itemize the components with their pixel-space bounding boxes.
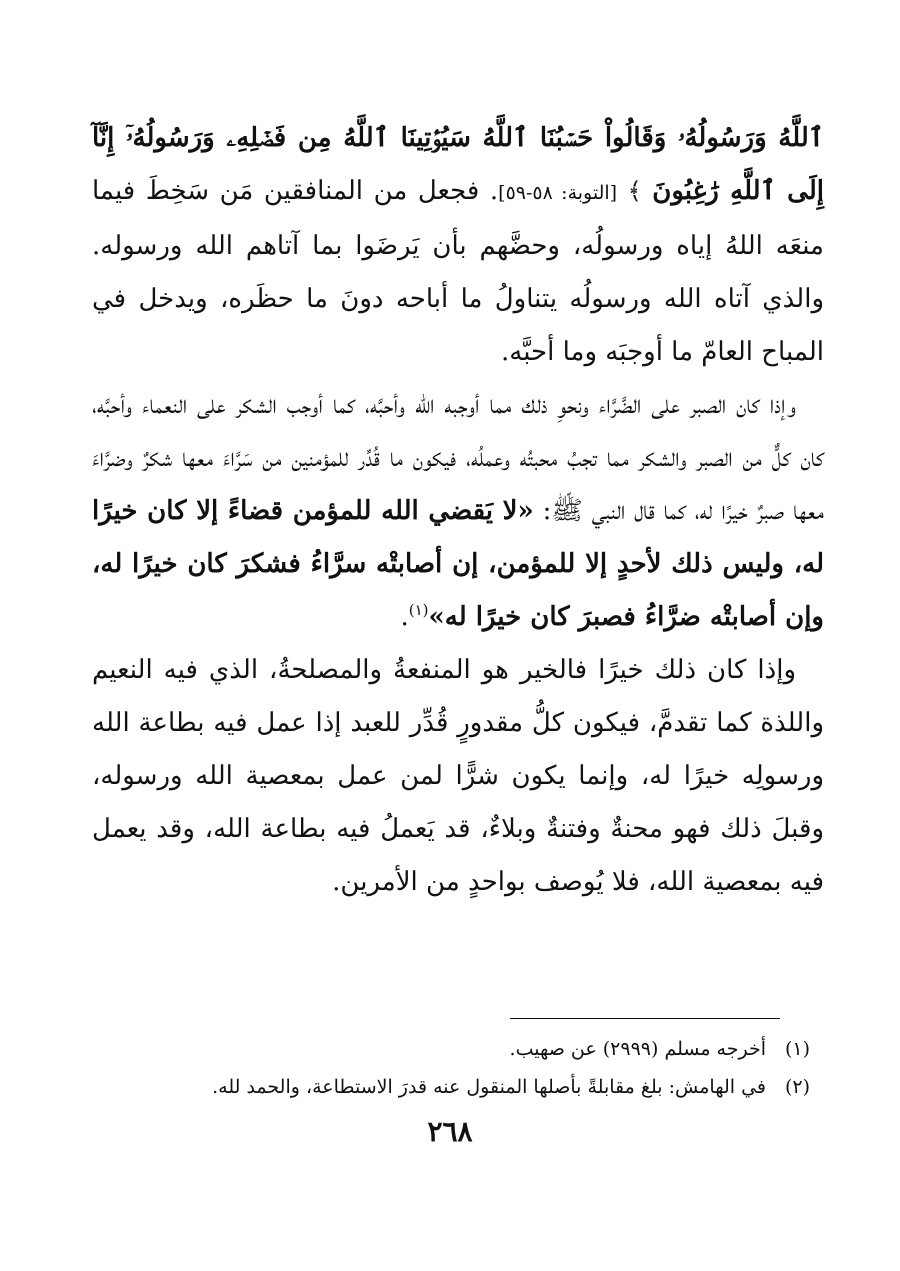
quran-verse: ٱللَّهُ وَرَسُولُهُۥ وَقَالُواْ حَسۡبُنَا ٱللَّهُ سَيُؤۡتِينَا ٱللَّهُ مِن فَضۡلِهِۦ وَرَسُولُهُۥٓ إِنَّآ إِلَى ٱللَّهِ رَٰغِبُونَ <box>92 123 825 206</box>
paragraph-patience <box>92 379 824 644</box>
footnote-text: في الهامش: بلغ مقابلةً بأصلها المنقول عنه قدرَ الاستطاعة، والحمد لله. <box>212 1076 766 1098</box>
verse-bracket-close: ﴾ <box>627 177 642 205</box>
footnote-1 <box>92 1030 810 1068</box>
footnotes <box>92 1030 810 1106</box>
paragraph-text: وإذا كان الصبر على الضَّرَّاء ونحوِ ذلك مما أوجبه الله وأحبَّه، كما أوجب الشكر على النعماء وأحبَّه، كان كلٌّ من الصبر والشكر مما تجبُ محبتُه وعملُه، فيكون ما قُدِّر للمؤمنين من سَرَّاءَ معها شكرٌ وضرَّاءَ معها صبرٌ خيرًا له، كما قال النبي ﷺ: <box>92 390 824 526</box>
footnote-divider <box>510 1018 780 1019</box>
verse-reference: [التوبة: ٥٨-٥٩] <box>498 182 618 204</box>
hadith-quote: «لا يَقضي الله للمؤمن قضاءً إلا كان خيرًا له، وليس ذلك لأحدٍ إلا للمؤمن، إن أصابتْه سرَّاءُ فشكرَ كان خيرًا له، وإن أصابتْه ضرَّاءُ فصبرَ كان خيرًا له» <box>92 496 824 632</box>
footnote-2 <box>92 1068 810 1106</box>
paragraph-text: وإذا كان ذلك خيرًا فالخير هو المنفعةُ والمصلحةُ، الذي فيه النعيم واللذة كما تقدمَّ، فيكون كلُّ مقدورٍ قُدِّر للعبد إذا عمل فيه بطاعة الله ورسولِه خيرًا له، وإنما يكون شرًّا لمن عمل بمعصية الله ورسوله، وقبلَ ذلك فهو محنةٌ وفتنةٌ وبلاءٌ، قد يَعملُ فيه بطاعة الله، وقد يعمل فيه بمعصية الله، فلا يُوصف بواحدٍ من الأمرين. <box>92 655 824 897</box>
paragraph-end: . <box>400 602 409 632</box>
footnote-mark-1[interactable]: (١) <box>408 601 429 619</box>
footnote-text: أخرجه مسلم (٢٩٩٩) عن صهيب. <box>509 1038 766 1060</box>
paragraph-verse <box>92 112 824 379</box>
page-number: ٢٦٨ <box>427 1115 473 1148</box>
paragraph-text: . فجعل من المنافقين مَن سَخِطَ فيما منعَه اللهُ إياه ورسولُه، وحضَّهم بأن يَرضَوا بما آتاهم الله ورسوله. والذي آتاه الله ورسولُه يتناولُ ما أباحه دونَ ما حظَره، ويدخل في المباح العامّ ما أوجبَه وما أحبَّه. <box>92 176 824 367</box>
footnote-number: (١) <box>784 1038 810 1060</box>
footnote-number: (٢) <box>784 1076 810 1098</box>
paragraph-good <box>92 644 824 909</box>
page-body <box>92 112 824 923</box>
